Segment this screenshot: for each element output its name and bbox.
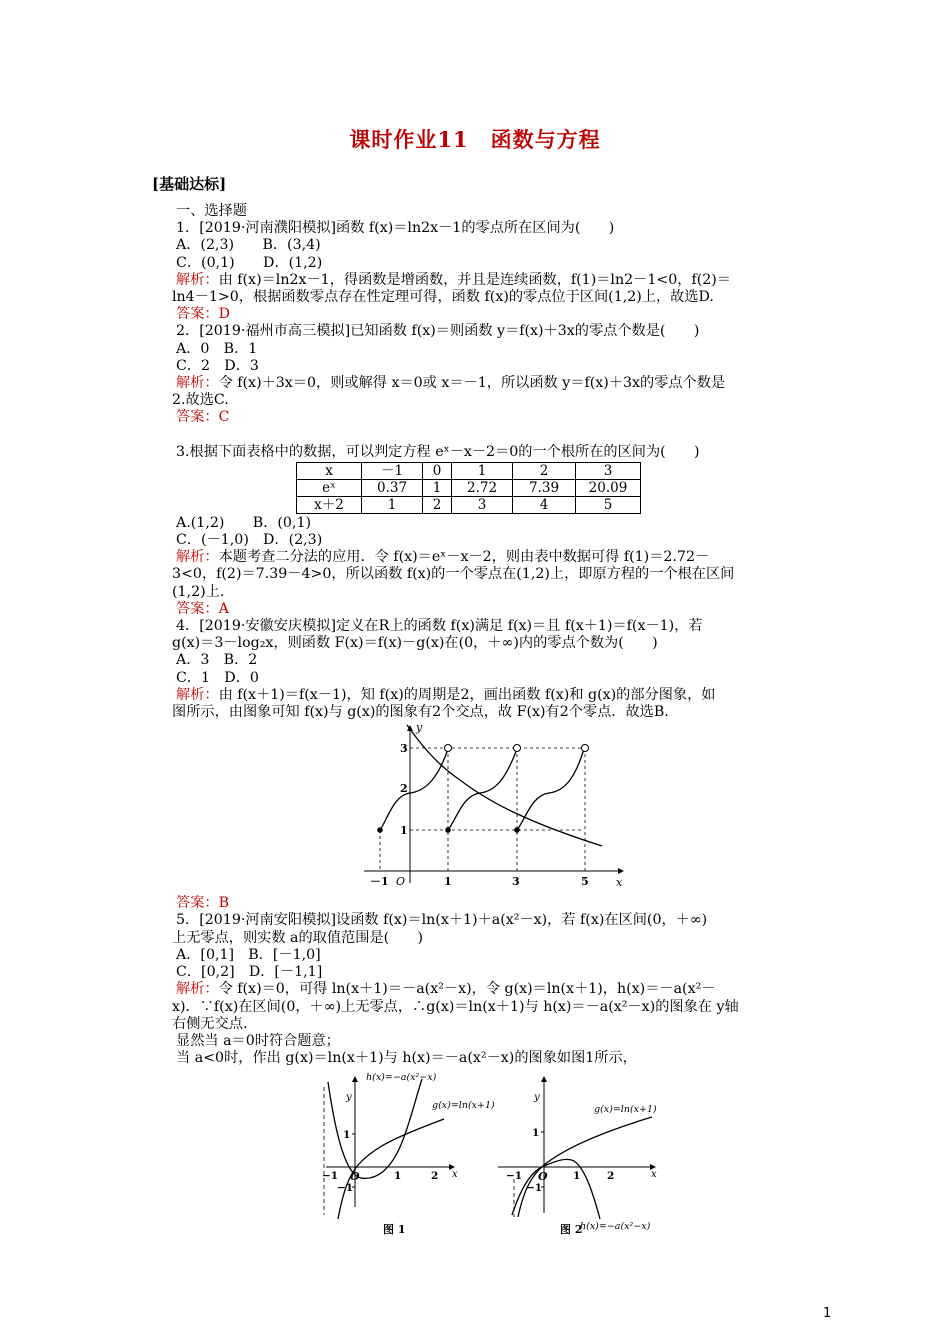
table-cell: 1	[423, 479, 452, 496]
page-title: 课时作业11 函数与方程	[349, 127, 601, 152]
q2-analysis-1: 令 f(x)＋3x＝0，则或解得 x＝0或 x＝－1，所以函数 y＝f(x)＋3x的零点个数是	[218, 375, 726, 392]
fig2-caption: 图 2	[560, 1223, 583, 1237]
q2-analysis-2: 2.故选C.	[172, 392, 229, 409]
q2-answer: C	[218, 409, 230, 426]
tick-label: 1	[343, 1129, 351, 1142]
q1-options-cd: C．(0,1) D．(1,2)	[176, 254, 323, 271]
origin-label: O	[396, 875, 406, 889]
tick-label: −1	[506, 1170, 523, 1183]
q1-answer-label: 答案：	[176, 306, 219, 323]
table-cell: 1	[452, 462, 513, 479]
q5-analysis-label: 解析：	[176, 981, 219, 998]
q1-stem: 1．[2019·河南濮阳模拟]函数 f(x)＝ln2x－1的零点所在区间为( )	[176, 220, 615, 237]
q5-stem-2: 上无零点，则实数 a的取值范围是( )	[172, 929, 424, 946]
table-cell: 0.37	[362, 479, 423, 496]
fig1-g-label: g(x)=ln(x+1)	[432, 1100, 495, 1112]
fig2-g-label: g(x)=ln(x+1)	[594, 1104, 657, 1116]
table-cell: 3	[452, 496, 513, 513]
fig2-origin: O	[538, 1170, 548, 1184]
fig1-caption: 图 1	[383, 1223, 406, 1237]
q5-options-cd: C．[0,2] D．[－1,1]	[176, 964, 323, 981]
fig2-axis-x: x	[651, 1169, 657, 1181]
q3-options-cd: C．(－1,0) D．(2,3)	[176, 532, 323, 549]
table-cell: －1	[362, 462, 423, 479]
fig1-h-label: h(x)=−a(x²−x)	[366, 1072, 437, 1084]
table-cell: 2	[423, 496, 452, 513]
q5-options-ab: A．[0,1] B．[－1,0]	[176, 946, 321, 963]
q4-options-cd: C．1 D．0	[176, 669, 259, 686]
q4-analysis-label: 解析：	[176, 686, 219, 703]
tick-label: 2	[431, 1170, 439, 1183]
fig1-axis-y: y	[346, 1092, 352, 1104]
table-row	[297, 462, 641, 479]
tick-label: 2	[400, 782, 408, 796]
table-cell: 0	[423, 462, 452, 479]
table-cell: 5	[576, 496, 641, 513]
table-cell: 20.09	[576, 479, 641, 496]
q4-figure	[360, 723, 640, 895]
table-cell: 2	[513, 462, 576, 479]
tick-label: 2	[607, 1170, 615, 1183]
q4-analysis-2: 图所示，由图象可知 f(x)与 g(x)的图象有2个交点，故 F(x)有2个零点．故选B.	[172, 704, 669, 721]
fig1-origin: O	[350, 1170, 360, 1184]
q5-line-a: 显然当 a＝0时符合题意；	[176, 1032, 340, 1049]
q1-answer: D	[218, 306, 230, 323]
q4-options-ab: A．3 B．2	[176, 652, 258, 669]
page-number: 1	[823, 1306, 832, 1321]
q2-answer-label: 答案：	[176, 409, 219, 426]
fig1-axis-x: x	[452, 1169, 458, 1181]
tick-label: 1	[444, 875, 452, 889]
q5-line-b: 当 a<0时，作出 g(x)＝ln(x＋1)与 h(x)＝－a(x²－x)的图象如图1所示，	[176, 1050, 637, 1067]
q5-analysis-3: 右侧无交点.	[172, 1015, 248, 1032]
table-cell: 3	[576, 462, 641, 479]
q2-options-ab: A．0 B．1	[176, 340, 258, 357]
q3-data-table	[296, 462, 641, 514]
g-curve	[407, 725, 602, 846]
table-row	[297, 496, 641, 513]
q5-analysis-1: 令 f(x)＝0，可得 ln(x＋1)＝－a(x²－x)，令 g(x)＝ln(x＋1)，h(x)＝－a(x²－	[218, 981, 716, 998]
part-heading: 一、选择题	[176, 203, 247, 219]
q3-analysis-1: 本题考查二分法的应用．令 f(x)＝eˣ－x－2，则由表中数据可得 f(1)＝2.72－	[218, 549, 710, 566]
q5-figure-1	[316, 1067, 495, 1237]
table-cell: 4	[513, 496, 576, 513]
q2-stem: 2．[2019·福州市高三模拟]已知函数 f(x)＝则函数 y＝f(x)＋3x的零点个数是( )	[176, 323, 700, 340]
q5-stem-1: 5．[2019·河南安阳模拟]设函数 f(x)＝ln(x＋1)＋a(x²－x)，若 f(x)在区间(0，＋∞)	[176, 912, 708, 929]
fig2-h-label: h(x)=−a(x²−x)	[580, 1221, 651, 1233]
tick-label: −1	[337, 1182, 354, 1195]
q1-analysis-label: 解析：	[176, 271, 219, 288]
q3-stem: 3.根据下面表格中的数据，可以判定方程 eˣ－x－2＝0的一个根所在的区间为( )	[176, 443, 700, 460]
q4-analysis-1: 由 f(x＋1)＝f(x－1)，知 f(x)的周期是2，画出函数 f(x)和 g(x)的部分图象，如	[218, 686, 716, 703]
table-cell: x	[297, 462, 362, 479]
table-cell: x＋2	[297, 496, 362, 513]
fig2-axis-y: y	[534, 1092, 540, 1104]
q4-answer-label: 答案：	[176, 895, 219, 912]
q3-answer: A	[218, 600, 229, 617]
q1-options-ab: A．(2,3) B．(3,4)	[176, 237, 321, 254]
q2-options-cd: C．2 D．3	[176, 357, 259, 374]
q3-answer-label: 答案：	[176, 600, 219, 617]
q3-analysis-3: (1,2)上.	[172, 583, 225, 600]
tick-label: －1	[370, 875, 389, 889]
q4-stem-2: g(x)＝3－log₂x，则函数 F(x)＝f(x)－g(x)在(0，＋∞)内的零点个数为( )	[172, 635, 658, 652]
q3-analysis-label: 解析：	[176, 549, 219, 566]
tick-label: 5	[581, 875, 589, 889]
tick-label: −1	[526, 1182, 543, 1195]
q3-options-ab: A.(1,2) B．(0,1)	[176, 514, 312, 531]
f-curve	[380, 749, 584, 830]
tick-label: 1	[532, 1127, 540, 1140]
tick-label: 3	[400, 742, 408, 756]
x-axis-arrow-icon	[618, 868, 624, 874]
document-body	[172, 203, 808, 1237]
q1-analysis-2: ln4－1>0，根据函数零点存在性定理可得，函数 f(x)的零点位于区间(1,2)上，故选D.	[172, 289, 714, 306]
table-cell: 7.39	[513, 479, 576, 496]
q5-figures	[176, 1067, 808, 1237]
table-cell: eˣ	[297, 479, 362, 496]
q5-figure-2	[494, 1067, 694, 1235]
tick-label: 1	[394, 1170, 402, 1183]
tick-label: 1	[400, 824, 408, 838]
table-cell: 1	[362, 496, 423, 513]
q4-stem-1: 4．[2019·安徽安庆模拟]定义在R上的函数 f(x)满足 f(x)＝且 f(x＋1)＝f(x－1)，若	[176, 618, 703, 635]
axis-y-label: y	[416, 721, 423, 735]
axis-x-label: x	[616, 876, 623, 890]
tick-label: 1	[573, 1170, 581, 1183]
section-heading: [基础达标]	[152, 175, 227, 193]
table-row	[297, 479, 641, 496]
q5-analysis-2: x)．∵f(x)在区间(0，＋∞)上无零点，∴g(x)＝ln(x＋1)与 h(x)＝－a(x²－x)的图象在 y轴	[172, 998, 739, 1015]
table-cell: 2.72	[452, 479, 513, 496]
q3-analysis-2: 3<0，f(2)＝7.39－4>0，所以函数 f(x)的一个零点在(1,2)上，即原方程的一个根在区间	[172, 566, 735, 583]
tick-label: −1	[322, 1170, 339, 1183]
q4-answer: B	[218, 895, 230, 912]
q2-analysis-label: 解析：	[176, 375, 219, 392]
tick-label: 3	[512, 875, 520, 889]
q1-analysis-1: 由 f(x)＝ln2x－1，得函数是增函数，并且是连续函数，f(1)＝ln2－1<0，f(2)＝	[218, 271, 731, 288]
